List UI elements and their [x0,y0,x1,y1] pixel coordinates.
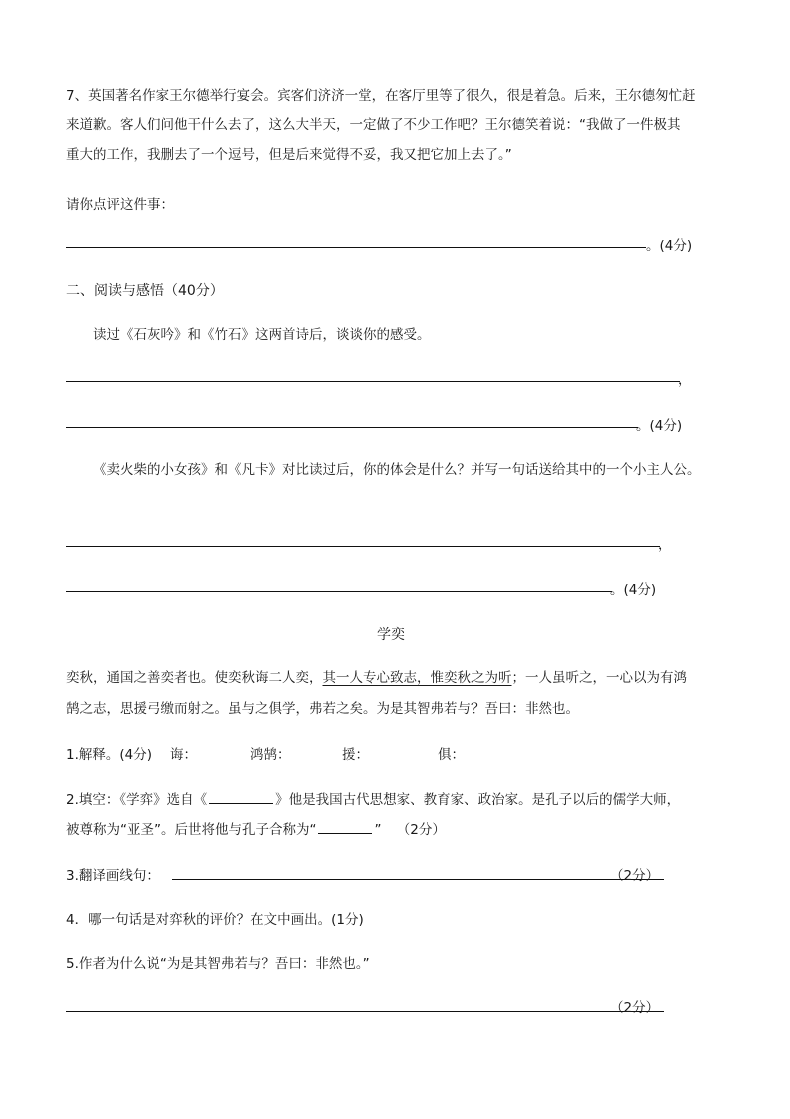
q1-term-ju: 俱： [438,747,465,763]
q7-score: 。(4分) [646,238,693,254]
q3-score: （2分） [610,868,660,884]
q1-label: 1.解释。(4分) [66,747,153,763]
passage-line1-pre: 奕秋，通国之善奕者也。使奕秋诲二人奕， [66,670,323,686]
poems-comma: ， [678,372,692,388]
q7-prompt: 请你点评这件事： [66,197,174,213]
q2-line2a: 被尊称为“亚圣”。后世将他与孔子合称为“ [66,822,317,838]
q7-line2: 来道歉。客人们问他干什么去了，这么大半天，一定做了不少工作吧？王尔德笑着说：“我做了一件极其 [66,117,681,133]
q2-line2b: ” [374,822,382,838]
stories-score: 。(4分) [610,582,657,598]
passage-line1 [66,666,687,686]
q4-text: 4．哪一句话是对弈秋的评价？在文中画出。(1分) [66,912,364,928]
passage-line2: 鹄之志，思援弓缴而射之。虽与之俱学，弗若之矣。为是其智弗若与？吾曰：非然也。 [66,701,579,717]
q5-score: （2分） [610,1000,660,1016]
q7-answer-line[interactable] [66,247,646,248]
q2-book-blank[interactable] [209,802,273,804]
passage-title: 学奕 [377,627,405,643]
q2-line2 [66,818,446,838]
passage-line1-post: ；一人虽听之，一心以为有鸿 [511,670,687,686]
poems-score: 。(4分) [636,418,683,434]
q5-text: 5.作者为什么说“为是其智弗若与？吾曰：非然也。” [66,956,370,972]
q2-title-blank[interactable] [318,832,372,834]
q2-part1: 2.填空：《学弈》选自《 [66,792,208,808]
poems-answer-line-2[interactable] [66,427,638,428]
poems-answer-line-1[interactable] [66,381,680,382]
q2-line1 [66,788,680,808]
q2-part2: 》他是我国古代思想家、教育家、政治家。是孔子以后的儒学大师， [275,792,681,808]
q5-answer-line[interactable] [66,1011,664,1012]
stories-answer-line-2[interactable] [66,591,612,592]
q7-line1: 7、英国著名作家王尔德举行宴会。宾客们济济一堂，在客厅里等了很久，很是着急。后来，王尔德匆忙赶 [66,88,696,104]
section2-heading: 二、阅读与感悟（40分） [66,283,224,299]
passage-underlined-sentence: 其一人专心致志，惟奕秋之为听 [322,670,512,686]
stories-answer-line-1[interactable] [66,546,660,547]
poems-prompt: 读过《石灰吟》和《竹石》这两首诗后，谈谈你的感受。 [93,327,431,343]
q3-answer-line[interactable] [172,879,664,880]
q7-line3: 重大的工作，我删去了一个逗号，但是后来觉得不妥，我又把它加上去了。” [66,147,512,163]
q3-label: 3.翻译画线句： [66,868,160,884]
q1-term-yuan: 援： [342,747,369,763]
stories-prompt: 《卖火柴的小女孩》和《凡卡》对比读过后，你的体会是什么？并写一句话送给其中的一个小主人公。 [93,462,701,478]
q1-term-honghu: 鸿鹄： [250,747,291,763]
q1-term-hui: 诲： [170,747,197,763]
stories-comma: ， [658,537,672,553]
q2-score: （2分） [403,822,446,838]
